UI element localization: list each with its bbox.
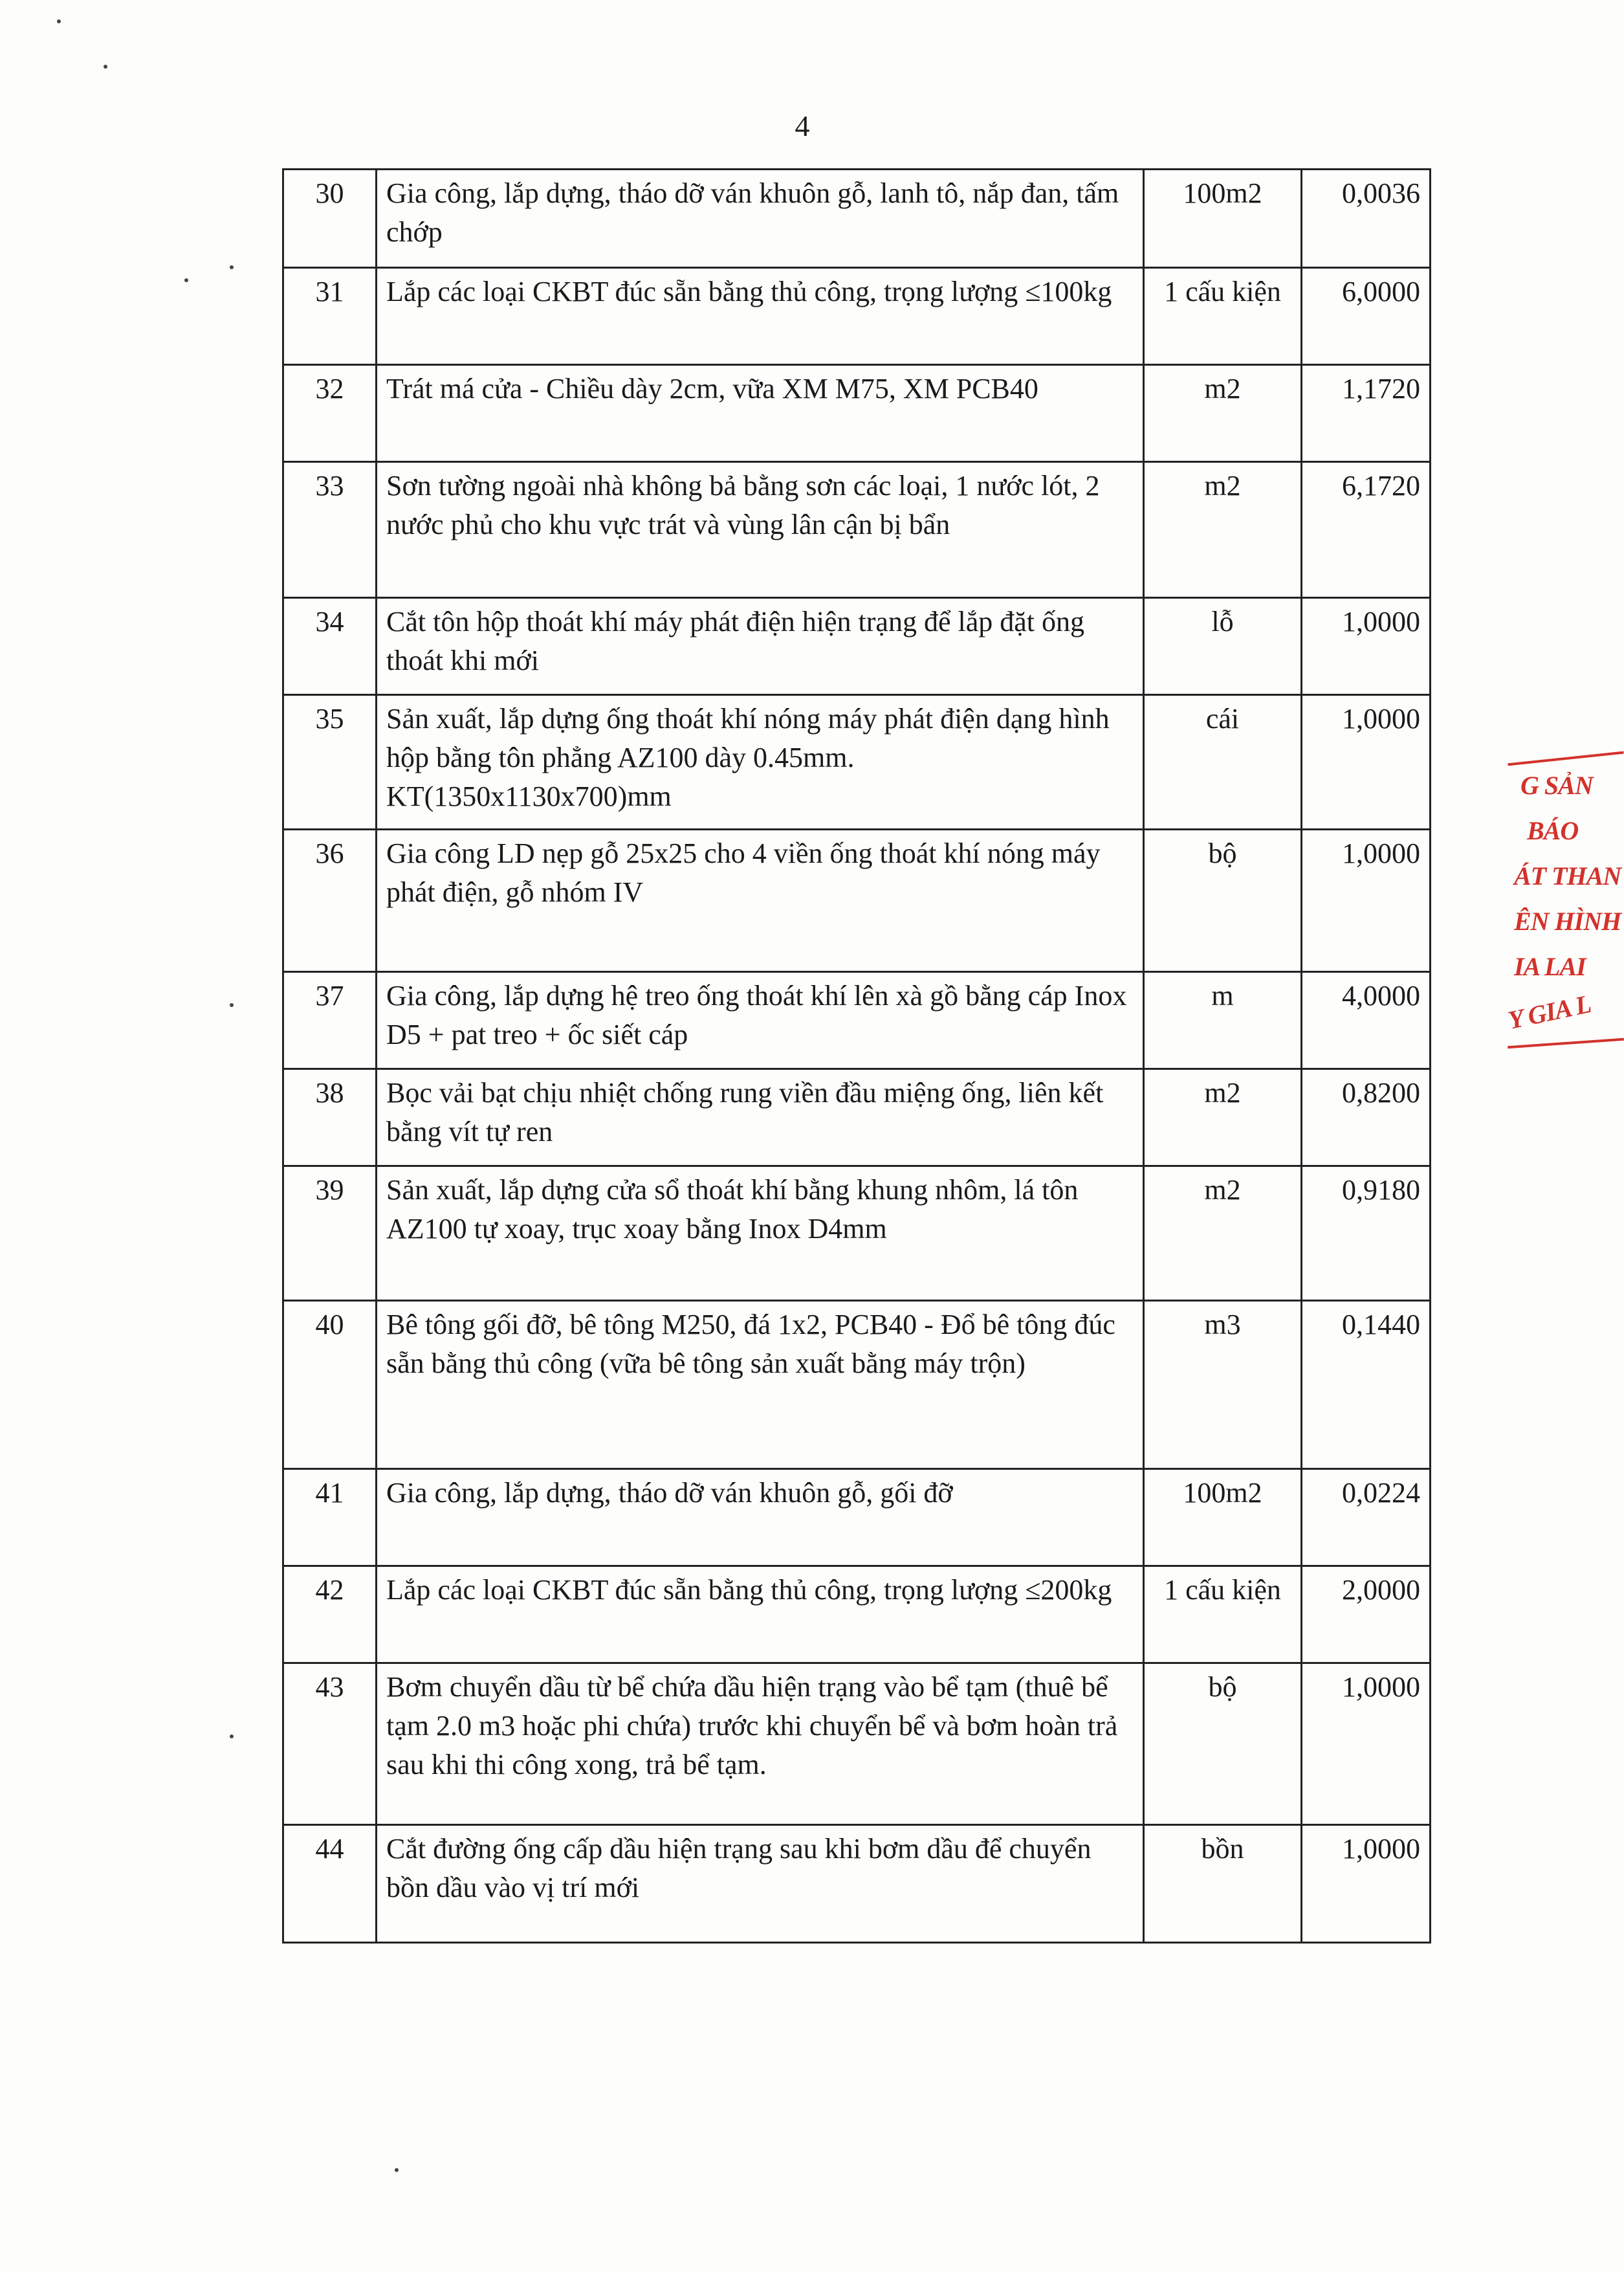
table-row — [283, 598, 1431, 695]
scan-speck — [184, 278, 188, 282]
item-description: Gia công LD nẹp gỗ 25x25 cho 4 viền ống thoát khí nóng máy phát điện, gỗ nhóm IV — [377, 830, 1144, 972]
stamp-text: Y GIA L — [1505, 989, 1594, 1035]
item-description: Sơn tường ngoài nhà không bả bằng sơn các loại, 1 nước lót, 2 nước phủ cho khu vực trát và vùng lân cận bị bẩn — [377, 462, 1144, 598]
item-unit: m2 — [1144, 1166, 1302, 1301]
table-row — [283, 1166, 1431, 1301]
item-quantity: 1,0000 — [1302, 1825, 1431, 1943]
item-number: 31 — [283, 268, 377, 365]
page-number: 4 — [795, 109, 810, 142]
item-number: 33 — [283, 462, 377, 598]
item-number: 41 — [283, 1469, 377, 1566]
stamp-text: G SẢN — [1520, 771, 1593, 800]
item-number: 36 — [283, 830, 377, 972]
item-quantity: 0,1440 — [1302, 1301, 1431, 1469]
scan-speck — [230, 1734, 234, 1738]
scan-speck — [104, 65, 107, 69]
item-unit: m3 — [1144, 1301, 1302, 1469]
item-description: Bọc vải bạt chịu nhiệt chống rung viền đầu miệng ống, liên kết bằng vít tự ren — [377, 1069, 1144, 1166]
item-unit: 100m2 — [1144, 170, 1302, 268]
table-row — [283, 830, 1431, 972]
table-row — [283, 1469, 1431, 1566]
table-row — [283, 1069, 1431, 1166]
item-description: Cắt tôn hộp thoát khí máy phát điện hiện trạng để lắp đặt ống thoát khi mới — [377, 598, 1144, 695]
item-number: 43 — [283, 1663, 377, 1825]
item-description: Bơm chuyển dầu từ bể chứa dầu hiện trạng vào bể tạm (thuê bể tạm 2.0 m3 hoặc phi chứa) trước khi chuyển bể và bơm hoàn trả sau khi thi công xong, trả bể tạm. — [377, 1663, 1144, 1825]
item-description: Bê tông gối đỡ, bê tông M250, đá 1x2, PCB40 - Đổ bê tông đúc sẵn bằng thủ công (vữa bê tông sản xuất bằng máy trộn) — [377, 1301, 1144, 1469]
item-description: Trát má cửa - Chiều dày 2cm, vữa XM M75, XM PCB40 — [377, 365, 1144, 462]
item-unit: 1 cấu kiện — [1144, 1566, 1302, 1663]
item-unit: m2 — [1144, 462, 1302, 598]
stamp-text: ÁT THAN — [1514, 861, 1621, 891]
scan-speck — [57, 19, 61, 23]
scan-speck — [230, 1003, 234, 1007]
item-quantity: 6,1720 — [1302, 462, 1431, 598]
table-row — [283, 972, 1431, 1069]
item-description: Lắp các loại CKBT đúc sẵn bằng thủ công, trọng lượng ≤100kg — [377, 268, 1144, 365]
table-row — [283, 695, 1431, 830]
item-number: 35 — [283, 695, 377, 830]
stamp-text: IA LAI — [1514, 952, 1586, 981]
bill-of-quantities-table — [282, 168, 1431, 1944]
stamp-text: BÁO — [1527, 816, 1579, 845]
table-row — [283, 462, 1431, 598]
item-description: Gia công, lắp dựng hệ treo ống thoát khí lên xà gồ bằng cáp Inox D5 + pat treo + ốc siết cáp — [377, 972, 1144, 1069]
table-row — [283, 170, 1431, 268]
item-unit: lỗ — [1144, 598, 1302, 695]
item-number: 40 — [283, 1301, 377, 1469]
item-number: 44 — [283, 1825, 377, 1943]
stamp-text: ÊN HÌNH — [1514, 907, 1621, 936]
item-quantity: 1,0000 — [1302, 695, 1431, 830]
item-quantity: 2,0000 — [1302, 1566, 1431, 1663]
item-quantity: 1,0000 — [1302, 1663, 1431, 1825]
item-unit: m2 — [1144, 1069, 1302, 1166]
item-number: 38 — [283, 1069, 377, 1166]
item-description: Sản xuất, lắp dựng cửa sổ thoát khí bằng khung nhôm, lá tôn AZ100 tự xoay, trục xoay bằng Inox D4mm — [377, 1166, 1144, 1301]
item-number: 34 — [283, 598, 377, 695]
table-row — [283, 1301, 1431, 1469]
item-unit: 1 cấu kiện — [1144, 268, 1302, 365]
scan-speck — [395, 2168, 399, 2172]
item-quantity: 4,0000 — [1302, 972, 1431, 1069]
item-unit: m2 — [1144, 365, 1302, 462]
stamp-border-line — [1508, 1038, 1624, 1049]
item-description: Cắt đường ống cấp dầu hiện trạng sau khi bơm dầu để chuyển bồn dầu vào vị trí mới — [377, 1825, 1144, 1943]
item-quantity: 1,1720 — [1302, 365, 1431, 462]
table-row — [283, 1825, 1431, 1943]
item-unit: bộ — [1144, 830, 1302, 972]
item-quantity: 6,0000 — [1302, 268, 1431, 365]
item-number: 32 — [283, 365, 377, 462]
item-unit: 100m2 — [1144, 1469, 1302, 1566]
stamp-border-line — [1508, 751, 1623, 766]
item-number: 37 — [283, 972, 377, 1069]
item-quantity: 0,0036 — [1302, 170, 1431, 268]
item-quantity: 1,0000 — [1302, 830, 1431, 972]
item-unit: m — [1144, 972, 1302, 1069]
item-unit: cái — [1144, 695, 1302, 830]
item-description: Lắp các loại CKBT đúc sẵn bằng thủ công, trọng lượng ≤200kg — [377, 1566, 1144, 1663]
item-description: Sản xuất, lắp dựng ống thoát khí nóng máy phát điện dạng hình hộp bằng tôn phẳng AZ100 dày 0.45mm. KT(1350x1130x700)mm — [377, 695, 1144, 830]
table-row — [283, 1566, 1431, 1663]
item-quantity: 1,0000 — [1302, 598, 1431, 695]
item-description: Gia công, lắp dựng, tháo dỡ ván khuôn gỗ, gối đỡ — [377, 1469, 1144, 1566]
item-quantity: 0,9180 — [1302, 1166, 1431, 1301]
item-description: Gia công, lắp dựng, tháo dỡ ván khuôn gỗ, lanh tô, nắp đan, tấm chớp — [377, 170, 1144, 268]
item-quantity: 0,8200 — [1302, 1069, 1431, 1166]
item-number: 39 — [283, 1166, 377, 1301]
item-number: 42 — [283, 1566, 377, 1663]
item-number: 30 — [283, 170, 377, 268]
table-row — [283, 1663, 1431, 1825]
item-unit: bồn — [1144, 1825, 1302, 1943]
red-seal-stamp — [1495, 731, 1624, 1068]
table-row — [283, 268, 1431, 365]
item-quantity: 0,0224 — [1302, 1469, 1431, 1566]
scan-speck — [230, 265, 234, 269]
table-row — [283, 365, 1431, 462]
item-unit: bộ — [1144, 1663, 1302, 1825]
